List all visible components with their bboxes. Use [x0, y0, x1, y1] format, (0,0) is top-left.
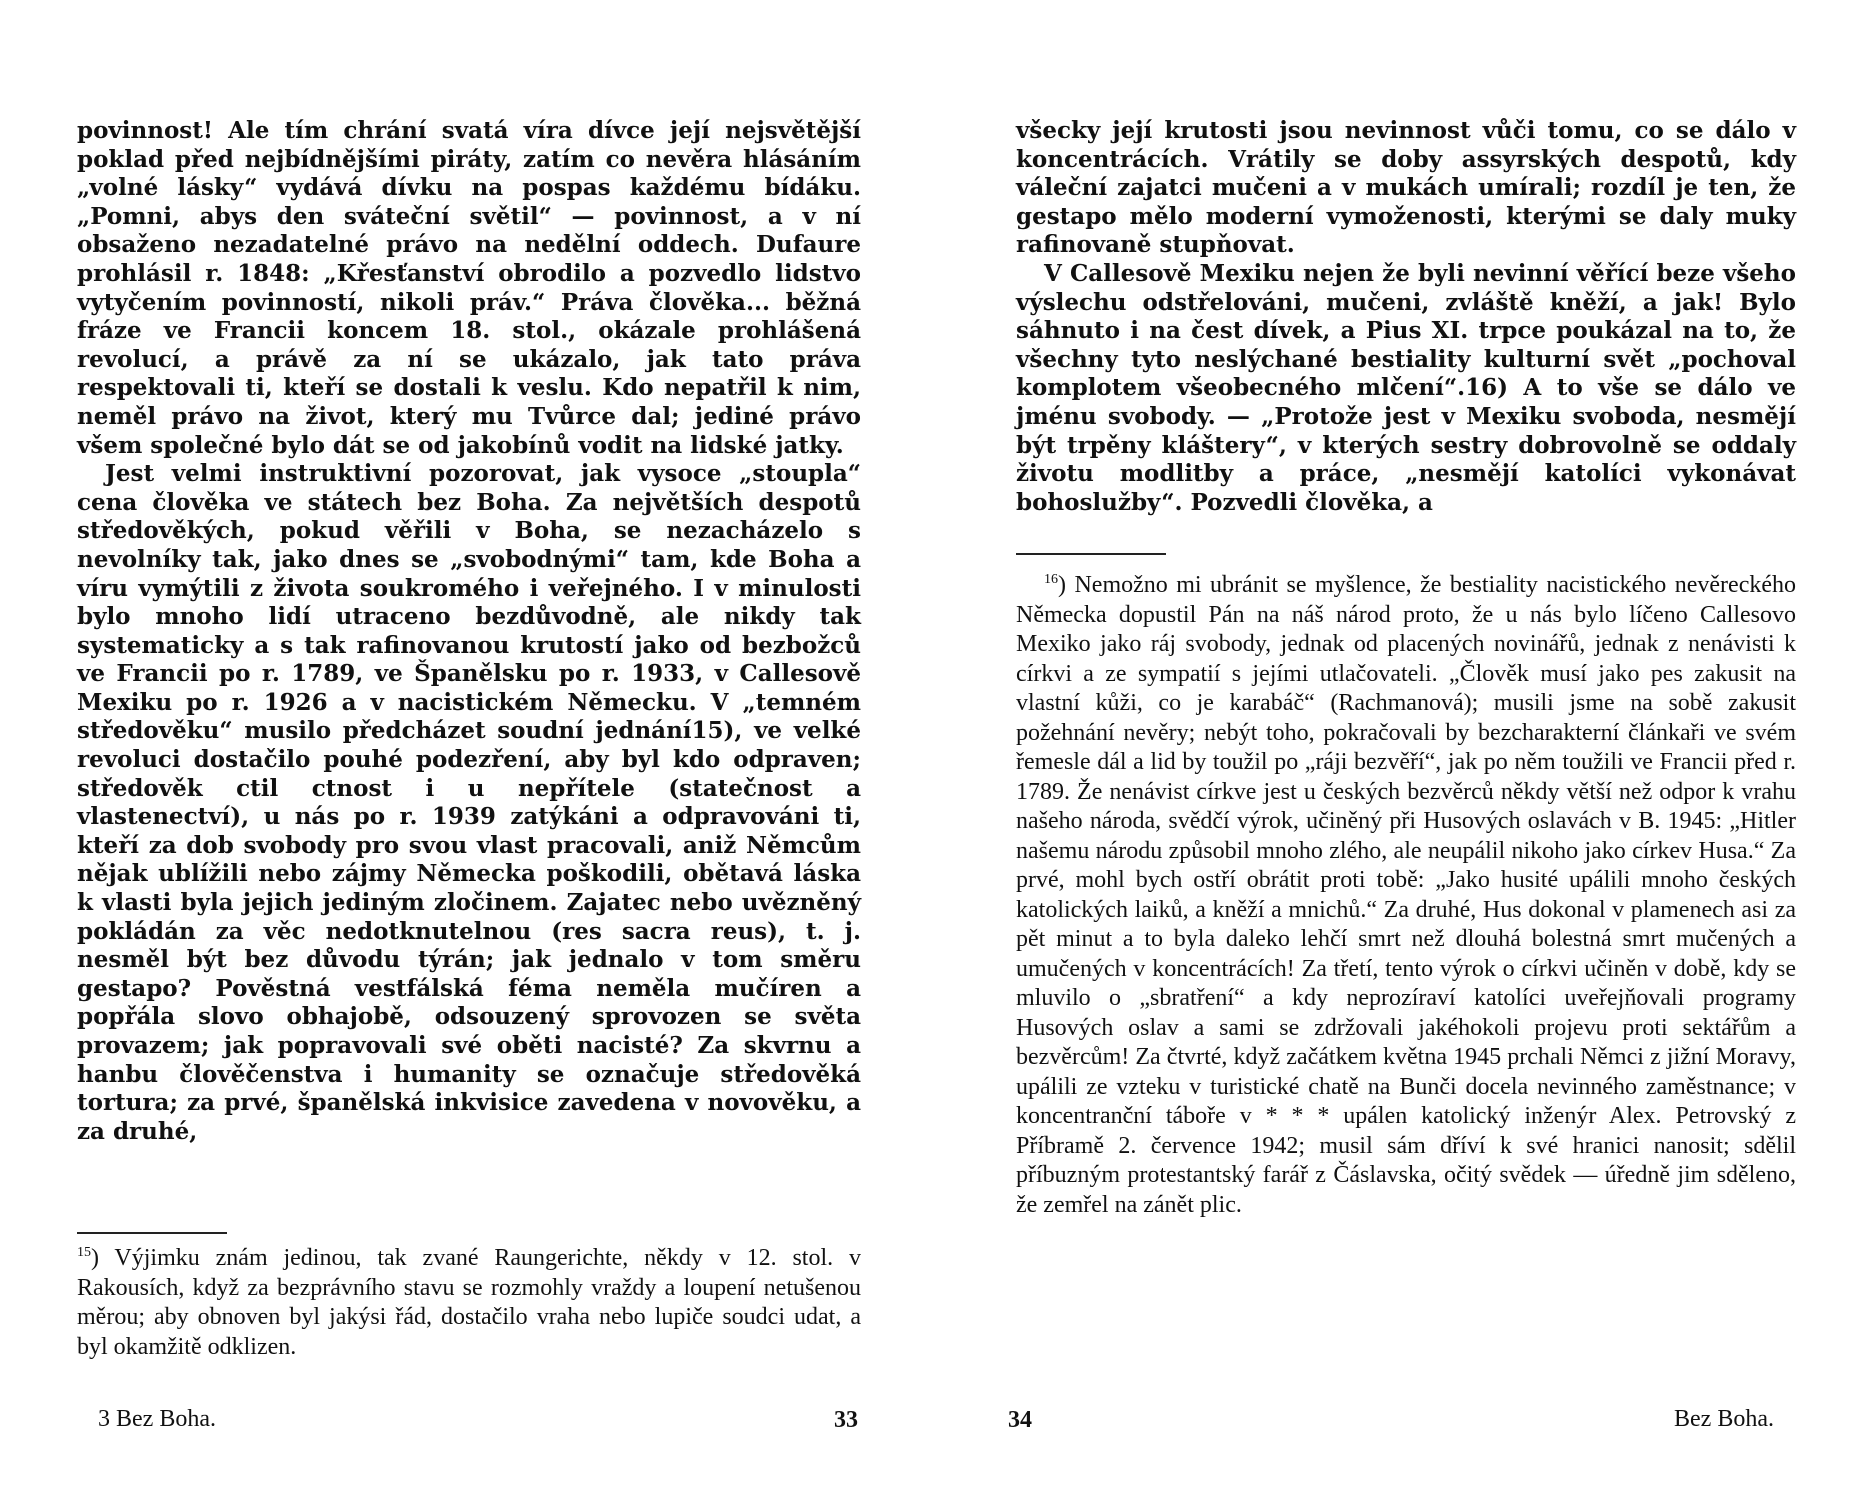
left-footnote-divider: [77, 1232, 227, 1234]
right-footnote: [1016, 565, 1796, 1220]
left-footnote: [77, 1238, 861, 1362]
left-paragraph-1: povinnost! Ale tím chrání svatá víra dívce její nejsvětější poklad před nejbídnějšími piráty, zatím co nevěra hlásáním „volné lásky“ vydává dívku na pospas každému bídáku. „Pomni, abys den sváteční světil“ — povinnost, a v ní obsaženo nezadatelné právo na nedělní oddech. Dufaure prohlásil r. 1848: „Křesťanství obrodilo a pozvedlo lidstvo vytyčením povinností, nikoli práv.“ Práva člověka... běžná fráze ve Francii koncem 18. stol., okázale prohlášená revolucí, a právě za ní se ukázalo, jak tato práva respektovali ti, kteří se dostali k veslu. Kdo nepatřil k nim, neměl právo na život, který mu Tvůrce dal; jediné právo všem společné bylo dát se od jakobínů vodit na lidské jatky.: [77, 117, 861, 459]
right-page: [928, 0, 1856, 1500]
right-paragraph-1: všecky její krutosti jsou nevinnost vůči tomu, co se dálo v koncentrácích. Vrátily se doby assyrských despotů, kdy váleční zajatci mučeni a v mukách umírali; rozdíl je ten, že gestapo mělo moderní vymoženosti, kterými se daly muky rafinovaně stupňovat.: [1016, 117, 1796, 259]
left-footnote-text: ) Výjimku znám jedinou, tak zvané Raungerichte, někdy v 12. stol. v Rakousích, když za bezprávního stavu se rozmohly vraždy a loupení netušenou měrou; aby obnoven byl jakýsi řád, dostačilo vraha nebo lupiče soudci udat, a byl okamžitě odklizen.: [77, 1245, 861, 1360]
right-footnote-mark: 16: [1044, 572, 1058, 587]
left-body-text: [77, 117, 861, 1146]
left-signature: 3 Bez Boha.: [98, 1406, 216, 1432]
right-footnote-text: ) Nemožno mi ubránit se myšlence, že bestiality nacistického nevěreckého Německa dopustil Pán na náš národ proto, že u nás bylo líčeno Callesovo Mexiko jako ráj svobody, jednak od placených novinářů, jednak z nenávisti k církvi a ze sympatií s jejími utlačovateli. „Člověk musí jako pes zakusit na vlastní kůži, co je karabáč“ (Rachmanová); musili jsme na sobě zakusit požehnání nevěry; nebýt toho, pokračovali by bezcharakterní článkaři ve svém řemesle dál a lid by toužil po „ráji bezvěří“, jak po něm toužili ve Francii před r. 1789. Že nenávist církve jest u českých bezvěrců někdy větší než odpor k vrahu našeho národa, svědčí výrok, učiněný při Husových oslavách v B. 1945: „Hitler našemu národu způsobil mnoho zlého, ale neupálil nikoho jako církev Husa.“ Za prvé, mohl bych ostří obrátit proti tobě: „Jako husité upálili mnoho českých katolických laiků, a kněží a mnichů.“ Za druhé, Hus dokonal v plamenech asi za pět minut a to byla daleko lehčí smrt než dlouhá bolestná smrt mučených a umučených v koncentrácích! Za třetí, tento výrok o církvi učiněn v době, kdy se mluvilo o „sbratření“ a kdy neprozíraví katolíci uveřejňovali programy Husových oslav a sami se zdržovali jakéhokoli projevu proti sektářům a bezvěrcům! Za čtvrté, když začátkem května 1945 prchali Němci z jižní Moravy, upálili ze vzteku v turistické chatě na Bunči docela nevinného zaměstnance; v koncentranční táboře v * * * upálen katolický inženýr Alex. Petrovský z Příbramě 2. července 1942; musil sám dříví k své hranici nanosit; sdělil příbuzným protestantský farář z Čáslavska, očitý svědek — úředně jim sděleno, že zemřel na zánět plic.: [1016, 572, 1796, 1218]
right-footnote-divider: [1016, 553, 1166, 555]
left-footnote-mark: 15: [77, 1245, 91, 1260]
right-signature: Bez Boha.: [1674, 1406, 1774, 1432]
left-paragraph-2: Jest velmi instruktivní pozorovat, jak vysoce „stoupla“ cena člověka ve státech bez Boha. Za největších despotů středověkých, pokud věřili v Boha, se nezacházelo s nevolníky tak, jako dnes se „svobodnými“ tam, kde Boha a víru vymýtili z života soukromého i veřejného. I v minulosti bylo mnoho lidí utraceno bezdůvodně, ale nikdy tak systematicky a s tak rafinovanou krutostí jako od bezbožců ve Francii po r. 1789, ve Španělsku po r. 1933, v Callesově Mexiku po r. 1926 a v nacistickém Německu. V „temném středověku“ musilo předcházet soudní jednání15), ve velké revoluci dostačilo pouhé podezření, aby byl kdo odpraven; středověk ctil ctnost i u nepřítele (statečnost a vlastenectví), u nás po r. 1939 zatýkáni a odpravováni ti, kteří za dob svobody pro svou vlast pracovali, aniž Němcům nějak ublížili nebo zájmy Německa poškodili, obětavá láska k vlasti byla jejich jediným zločinem. Zajatec nebo uvězněný pokládán za věc nedotknutelnou (res sacra reus), t. j. nesměl být bez důvodu týrán; jak jednalo v tom směru gestapo? Pověstná vestfálská féma neměla mučíren a popřála slovo obhajobě, odsouzený sprovozen se světa provazem; jak popravovali své oběti nacisté? Za skvrnu a hanbu člověčenstva i humanity se označuje středověká tortura; za prvé, španělská inkvisice zavedena v novověku, a za druhé,: [77, 460, 861, 1145]
right-body-text: [1016, 117, 1796, 517]
left-page-number: 33: [834, 1407, 858, 1433]
right-paragraph-2: V Callesově Mexiku nejen že byli nevinní věřící beze všeho výslechu odstřelováni, mučeni, zvláště kněží, a jak! Bylo sáhnuto i na čest dívek, a Pius XI. trpce poukázal na to, že všechny tyto neslýchané bestiality kulturní svět „pochoval komplotem všeobecného mlčení“.16) A to vše se dálo ve jménu svobody. — „Protože jest v Mexiku svoboda, nesmějí být trpěny kláštery“, v kterých sestry dobrovolně se oddaly životu modlitby a práce, „nesmějí katolíci vykonávat bohoslužby“. Pozvedli člověka, a: [1016, 259, 1796, 516]
right-page-number: 34: [1008, 1407, 1032, 1433]
